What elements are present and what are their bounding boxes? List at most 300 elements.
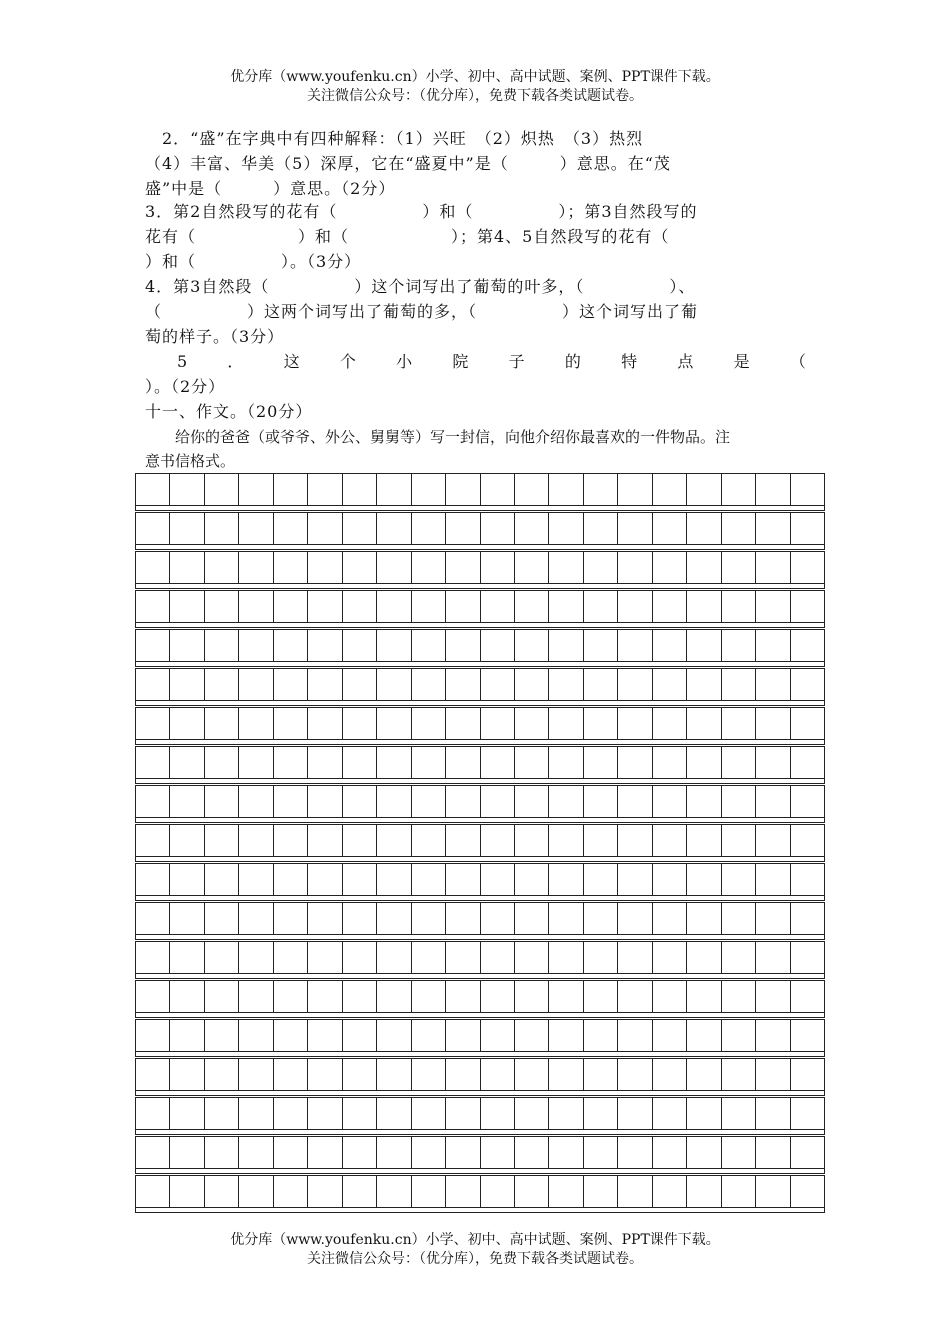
grid-cell[interactable] xyxy=(515,903,549,934)
grid-cell[interactable] xyxy=(343,513,377,544)
grid-cell[interactable] xyxy=(791,513,824,544)
grid-cell[interactable] xyxy=(136,630,170,661)
grid-cell[interactable] xyxy=(653,942,687,973)
grid-cell[interactable] xyxy=(756,903,790,934)
grid-cell[interactable] xyxy=(515,1176,549,1207)
grid-cell[interactable] xyxy=(515,474,549,505)
grid-cell[interactable] xyxy=(343,708,377,739)
grid-cell[interactable] xyxy=(584,630,618,661)
grid-cell[interactable] xyxy=(515,552,549,583)
grid-cell[interactable] xyxy=(481,513,515,544)
grid-cell[interactable] xyxy=(308,591,342,622)
grid-cell[interactable] xyxy=(274,552,308,583)
grid-cell[interactable] xyxy=(687,513,721,544)
grid-cell[interactable] xyxy=(343,981,377,1012)
grid-cell[interactable] xyxy=(549,981,583,1012)
grid-cell[interactable] xyxy=(618,591,652,622)
grid-cell[interactable] xyxy=(791,1137,824,1168)
grid-cell[interactable] xyxy=(722,513,756,544)
grid-cell[interactable] xyxy=(756,786,790,817)
grid-cell[interactable] xyxy=(653,1020,687,1051)
grid-cell[interactable] xyxy=(412,1137,446,1168)
grid-cell[interactable] xyxy=(136,747,170,778)
grid-cell[interactable] xyxy=(756,630,790,661)
grid-cell[interactable] xyxy=(446,1098,480,1129)
grid-cell[interactable] xyxy=(274,864,308,895)
grid-cell[interactable] xyxy=(756,552,790,583)
grid-cell[interactable] xyxy=(274,708,308,739)
grid-cell[interactable] xyxy=(377,942,411,973)
grid-cell[interactable] xyxy=(239,474,273,505)
grid-cell[interactable] xyxy=(170,825,204,856)
grid-cell[interactable] xyxy=(481,1059,515,1090)
grid-cell[interactable] xyxy=(481,591,515,622)
grid-cell[interactable] xyxy=(239,864,273,895)
grid-cell[interactable] xyxy=(446,786,480,817)
grid-cell[interactable] xyxy=(343,474,377,505)
grid-cell[interactable] xyxy=(308,630,342,661)
grid-cell[interactable] xyxy=(584,747,618,778)
grid-cell[interactable] xyxy=(515,825,549,856)
grid-cell[interactable] xyxy=(549,630,583,661)
grid-cell[interactable] xyxy=(481,825,515,856)
grid-cell[interactable] xyxy=(549,786,583,817)
grid-cell[interactable] xyxy=(515,708,549,739)
grid-cell[interactable] xyxy=(481,747,515,778)
grid-cell[interactable] xyxy=(549,1020,583,1051)
grid-cell[interactable] xyxy=(377,903,411,934)
grid-cell[interactable] xyxy=(722,981,756,1012)
grid-cell[interactable] xyxy=(377,747,411,778)
grid-cell[interactable] xyxy=(170,1176,204,1207)
grid-cell[interactable] xyxy=(791,747,824,778)
grid-cell[interactable] xyxy=(377,1176,411,1207)
grid-cell[interactable] xyxy=(653,474,687,505)
grid-cell[interactable] xyxy=(308,864,342,895)
grid-cell[interactable] xyxy=(205,942,239,973)
grid-cell[interactable] xyxy=(205,591,239,622)
grid-cell[interactable] xyxy=(205,708,239,739)
grid-cell[interactable] xyxy=(756,474,790,505)
grid-cell[interactable] xyxy=(377,786,411,817)
grid-cell[interactable] xyxy=(308,981,342,1012)
grid-cell[interactable] xyxy=(274,786,308,817)
grid-cell[interactable] xyxy=(653,513,687,544)
grid-cell[interactable] xyxy=(653,903,687,934)
grid-cell[interactable] xyxy=(136,1020,170,1051)
grid-cell[interactable] xyxy=(239,708,273,739)
grid-cell[interactable] xyxy=(205,552,239,583)
grid-cell[interactable] xyxy=(549,747,583,778)
grid-cell[interactable] xyxy=(722,942,756,973)
grid-cell[interactable] xyxy=(791,981,824,1012)
grid-cell[interactable] xyxy=(687,591,721,622)
grid-cell[interactable] xyxy=(687,981,721,1012)
grid-cell[interactable] xyxy=(618,981,652,1012)
grid-cell[interactable] xyxy=(446,552,480,583)
grid-cell[interactable] xyxy=(653,1176,687,1207)
grid-cell[interactable] xyxy=(343,786,377,817)
grid-cell[interactable] xyxy=(239,903,273,934)
grid-cell[interactable] xyxy=(687,708,721,739)
grid-cell[interactable] xyxy=(722,864,756,895)
grid-cell[interactable] xyxy=(412,591,446,622)
grid-cell[interactable] xyxy=(687,552,721,583)
grid-cell[interactable] xyxy=(618,903,652,934)
grid-cell[interactable] xyxy=(170,864,204,895)
grid-cell[interactable] xyxy=(549,903,583,934)
grid-cell[interactable] xyxy=(549,1098,583,1129)
grid-cell[interactable] xyxy=(722,1020,756,1051)
grid-cell[interactable] xyxy=(136,591,170,622)
grid-cell[interactable] xyxy=(446,1176,480,1207)
grid-cell[interactable] xyxy=(756,708,790,739)
grid-cell[interactable] xyxy=(549,669,583,700)
grid-cell[interactable] xyxy=(205,1059,239,1090)
grid-cell[interactable] xyxy=(274,669,308,700)
grid-cell[interactable] xyxy=(308,903,342,934)
grid-cell[interactable] xyxy=(549,708,583,739)
grid-cell[interactable] xyxy=(756,1176,790,1207)
grid-cell[interactable] xyxy=(446,513,480,544)
grid-cell[interactable] xyxy=(618,630,652,661)
grid-cell[interactable] xyxy=(136,981,170,1012)
grid-cell[interactable] xyxy=(239,1098,273,1129)
grid-cell[interactable] xyxy=(549,942,583,973)
grid-cell[interactable] xyxy=(377,1098,411,1129)
grid-cell[interactable] xyxy=(791,474,824,505)
grid-cell[interactable] xyxy=(584,552,618,583)
grid-cell[interactable] xyxy=(756,825,790,856)
grid-cell[interactable] xyxy=(412,1176,446,1207)
grid-cell[interactable] xyxy=(377,474,411,505)
grid-cell[interactable] xyxy=(687,630,721,661)
grid-cell[interactable] xyxy=(584,981,618,1012)
grid-cell[interactable] xyxy=(446,1059,480,1090)
grid-cell[interactable] xyxy=(377,630,411,661)
grid-cell[interactable] xyxy=(274,903,308,934)
grid-cell[interactable] xyxy=(687,786,721,817)
grid-cell[interactable] xyxy=(446,747,480,778)
grid-cell[interactable] xyxy=(791,630,824,661)
grid-cell[interactable] xyxy=(756,1059,790,1090)
grid-cell[interactable] xyxy=(618,1020,652,1051)
grid-cell[interactable] xyxy=(308,942,342,973)
grid-cell[interactable] xyxy=(756,942,790,973)
grid-cell[interactable] xyxy=(481,1176,515,1207)
grid-cell[interactable] xyxy=(549,513,583,544)
grid-cell[interactable] xyxy=(412,825,446,856)
grid-cell[interactable] xyxy=(481,474,515,505)
grid-cell[interactable] xyxy=(618,552,652,583)
grid-cell[interactable] xyxy=(170,1137,204,1168)
grid-cell[interactable] xyxy=(412,903,446,934)
grid-cell[interactable] xyxy=(274,591,308,622)
grid-cell[interactable] xyxy=(136,786,170,817)
grid-cell[interactable] xyxy=(481,942,515,973)
grid-cell[interactable] xyxy=(618,1059,652,1090)
grid-cell[interactable] xyxy=(274,630,308,661)
grid-cell[interactable] xyxy=(584,1059,618,1090)
grid-cell[interactable] xyxy=(549,1137,583,1168)
grid-cell[interactable] xyxy=(412,669,446,700)
grid-cell[interactable] xyxy=(515,630,549,661)
grid-cell[interactable] xyxy=(653,552,687,583)
grid-cell[interactable] xyxy=(239,942,273,973)
grid-cell[interactable] xyxy=(549,591,583,622)
grid-cell[interactable] xyxy=(412,630,446,661)
grid-cell[interactable] xyxy=(377,552,411,583)
grid-cell[interactable] xyxy=(205,981,239,1012)
grid-cell[interactable] xyxy=(343,942,377,973)
grid-cell[interactable] xyxy=(170,474,204,505)
grid-cell[interactable] xyxy=(584,786,618,817)
grid-cell[interactable] xyxy=(170,513,204,544)
grid-cell[interactable] xyxy=(239,1020,273,1051)
grid-cell[interactable] xyxy=(136,1098,170,1129)
grid-cell[interactable] xyxy=(170,981,204,1012)
grid-cell[interactable] xyxy=(274,1020,308,1051)
grid-cell[interactable] xyxy=(412,708,446,739)
grid-cell[interactable] xyxy=(308,825,342,856)
grid-cell[interactable] xyxy=(653,1137,687,1168)
grid-cell[interactable] xyxy=(377,1059,411,1090)
grid-cell[interactable] xyxy=(756,1098,790,1129)
grid-cell[interactable] xyxy=(205,630,239,661)
grid-cell[interactable] xyxy=(377,825,411,856)
grid-cell[interactable] xyxy=(687,669,721,700)
grid-cell[interactable] xyxy=(618,1176,652,1207)
grid-cell[interactable] xyxy=(377,864,411,895)
grid-cell[interactable] xyxy=(412,552,446,583)
grid-cell[interactable] xyxy=(136,474,170,505)
grid-cell[interactable] xyxy=(584,669,618,700)
grid-cell[interactable] xyxy=(343,591,377,622)
grid-cell[interactable] xyxy=(446,1137,480,1168)
grid-cell[interactable] xyxy=(653,747,687,778)
grid-cell[interactable] xyxy=(308,474,342,505)
grid-cell[interactable] xyxy=(136,1176,170,1207)
grid-cell[interactable] xyxy=(722,747,756,778)
grid-cell[interactable] xyxy=(308,1176,342,1207)
grid-cell[interactable] xyxy=(412,474,446,505)
grid-cell[interactable] xyxy=(791,591,824,622)
grid-cell[interactable] xyxy=(205,1098,239,1129)
grid-cell[interactable] xyxy=(239,513,273,544)
grid-cell[interactable] xyxy=(377,1020,411,1051)
grid-cell[interactable] xyxy=(274,1137,308,1168)
grid-cell[interactable] xyxy=(446,981,480,1012)
grid-cell[interactable] xyxy=(791,1059,824,1090)
grid-cell[interactable] xyxy=(446,630,480,661)
grid-cell[interactable] xyxy=(791,903,824,934)
grid-cell[interactable] xyxy=(136,708,170,739)
grid-cell[interactable] xyxy=(308,513,342,544)
grid-cell[interactable] xyxy=(687,474,721,505)
grid-cell[interactable] xyxy=(481,1137,515,1168)
grid-cell[interactable] xyxy=(653,1098,687,1129)
grid-cell[interactable] xyxy=(687,942,721,973)
grid-cell[interactable] xyxy=(412,747,446,778)
grid-cell[interactable] xyxy=(584,903,618,934)
grid-cell[interactable] xyxy=(481,1020,515,1051)
grid-cell[interactable] xyxy=(618,747,652,778)
grid-cell[interactable] xyxy=(308,669,342,700)
grid-cell[interactable] xyxy=(618,786,652,817)
grid-cell[interactable] xyxy=(722,474,756,505)
grid-cell[interactable] xyxy=(653,786,687,817)
grid-cell[interactable] xyxy=(722,1098,756,1129)
grid-cell[interactable] xyxy=(308,1098,342,1129)
grid-cell[interactable] xyxy=(308,747,342,778)
grid-cell[interactable] xyxy=(136,825,170,856)
grid-cell[interactable] xyxy=(274,1098,308,1129)
grid-cell[interactable] xyxy=(653,669,687,700)
grid-cell[interactable] xyxy=(481,669,515,700)
grid-cell[interactable] xyxy=(205,474,239,505)
grid-cell[interactable] xyxy=(343,747,377,778)
grid-cell[interactable] xyxy=(549,1059,583,1090)
grid-cell[interactable] xyxy=(653,981,687,1012)
grid-cell[interactable] xyxy=(343,1176,377,1207)
grid-cell[interactable] xyxy=(722,630,756,661)
grid-cell[interactable] xyxy=(549,552,583,583)
grid-cell[interactable] xyxy=(412,1020,446,1051)
grid-cell[interactable] xyxy=(687,1098,721,1129)
grid-cell[interactable] xyxy=(687,1020,721,1051)
grid-cell[interactable] xyxy=(549,864,583,895)
grid-cell[interactable] xyxy=(377,513,411,544)
grid-cell[interactable] xyxy=(515,942,549,973)
grid-cell[interactable] xyxy=(239,630,273,661)
grid-cell[interactable] xyxy=(274,474,308,505)
grid-cell[interactable] xyxy=(446,669,480,700)
grid-cell[interactable] xyxy=(549,825,583,856)
grid-cell[interactable] xyxy=(377,981,411,1012)
grid-cell[interactable] xyxy=(343,903,377,934)
grid-cell[interactable] xyxy=(343,1020,377,1051)
grid-cell[interactable] xyxy=(205,513,239,544)
grid-cell[interactable] xyxy=(205,1176,239,1207)
grid-cell[interactable] xyxy=(239,747,273,778)
grid-cell[interactable] xyxy=(343,630,377,661)
grid-cell[interactable] xyxy=(618,864,652,895)
grid-cell[interactable] xyxy=(791,552,824,583)
grid-cell[interactable] xyxy=(687,825,721,856)
grid-cell[interactable] xyxy=(170,591,204,622)
grid-cell[interactable] xyxy=(239,552,273,583)
grid-cell[interactable] xyxy=(481,786,515,817)
grid-cell[interactable] xyxy=(515,747,549,778)
grid-cell[interactable] xyxy=(136,513,170,544)
grid-cell[interactable] xyxy=(791,669,824,700)
grid-cell[interactable] xyxy=(791,1176,824,1207)
grid-cell[interactable] xyxy=(584,1098,618,1129)
grid-cell[interactable] xyxy=(618,1098,652,1129)
grid-cell[interactable] xyxy=(170,669,204,700)
grid-cell[interactable] xyxy=(653,591,687,622)
grid-cell[interactable] xyxy=(515,669,549,700)
grid-cell[interactable] xyxy=(205,864,239,895)
grid-cell[interactable] xyxy=(412,513,446,544)
grid-cell[interactable] xyxy=(446,591,480,622)
grid-cell[interactable] xyxy=(343,1098,377,1129)
grid-cell[interactable] xyxy=(756,1137,790,1168)
grid-cell[interactable] xyxy=(653,1059,687,1090)
grid-cell[interactable] xyxy=(412,1059,446,1090)
grid-cell[interactable] xyxy=(412,786,446,817)
grid-cell[interactable] xyxy=(618,942,652,973)
grid-cell[interactable] xyxy=(549,1176,583,1207)
grid-cell[interactable] xyxy=(515,981,549,1012)
grid-cell[interactable] xyxy=(687,747,721,778)
grid-cell[interactable] xyxy=(205,669,239,700)
grid-cell[interactable] xyxy=(446,825,480,856)
grid-cell[interactable] xyxy=(584,1176,618,1207)
grid-cell[interactable] xyxy=(239,825,273,856)
grid-cell[interactable] xyxy=(239,981,273,1012)
grid-cell[interactable] xyxy=(584,942,618,973)
grid-cell[interactable] xyxy=(170,942,204,973)
grid-cell[interactable] xyxy=(170,786,204,817)
grid-cell[interactable] xyxy=(343,669,377,700)
grid-cell[interactable] xyxy=(481,708,515,739)
grid-cell[interactable] xyxy=(377,669,411,700)
grid-cell[interactable] xyxy=(170,630,204,661)
grid-cell[interactable] xyxy=(515,591,549,622)
grid-cell[interactable] xyxy=(170,708,204,739)
grid-cell[interactable] xyxy=(687,903,721,934)
grid-cell[interactable] xyxy=(756,981,790,1012)
grid-cell[interactable] xyxy=(791,1098,824,1129)
grid-cell[interactable] xyxy=(618,474,652,505)
grid-cell[interactable] xyxy=(481,903,515,934)
grid-cell[interactable] xyxy=(446,864,480,895)
grid-cell[interactable] xyxy=(308,1059,342,1090)
grid-cell[interactable] xyxy=(274,747,308,778)
grid-cell[interactable] xyxy=(653,630,687,661)
grid-cell[interactable] xyxy=(377,1137,411,1168)
grid-cell[interactable] xyxy=(446,1020,480,1051)
grid-cell[interactable] xyxy=(481,552,515,583)
grid-cell[interactable] xyxy=(756,747,790,778)
grid-cell[interactable] xyxy=(791,1020,824,1051)
grid-cell[interactable] xyxy=(722,903,756,934)
grid-cell[interactable] xyxy=(136,942,170,973)
grid-cell[interactable] xyxy=(274,1059,308,1090)
grid-cell[interactable] xyxy=(481,1098,515,1129)
grid-cell[interactable] xyxy=(515,513,549,544)
grid-cell[interactable] xyxy=(687,1137,721,1168)
grid-cell[interactable] xyxy=(549,474,583,505)
grid-cell[interactable] xyxy=(205,903,239,934)
grid-cell[interactable] xyxy=(584,1137,618,1168)
grid-cell[interactable] xyxy=(308,1020,342,1051)
grid-cell[interactable] xyxy=(687,1059,721,1090)
grid-cell[interactable] xyxy=(653,864,687,895)
grid-cell[interactable] xyxy=(412,864,446,895)
grid-cell[interactable] xyxy=(618,1137,652,1168)
grid-cell[interactable] xyxy=(584,708,618,739)
grid-cell[interactable] xyxy=(136,1137,170,1168)
grid-cell[interactable] xyxy=(481,864,515,895)
grid-cell[interactable] xyxy=(653,708,687,739)
grid-cell[interactable] xyxy=(239,591,273,622)
grid-cell[interactable] xyxy=(722,552,756,583)
grid-cell[interactable] xyxy=(343,1059,377,1090)
grid-cell[interactable] xyxy=(274,513,308,544)
grid-cell[interactable] xyxy=(791,825,824,856)
